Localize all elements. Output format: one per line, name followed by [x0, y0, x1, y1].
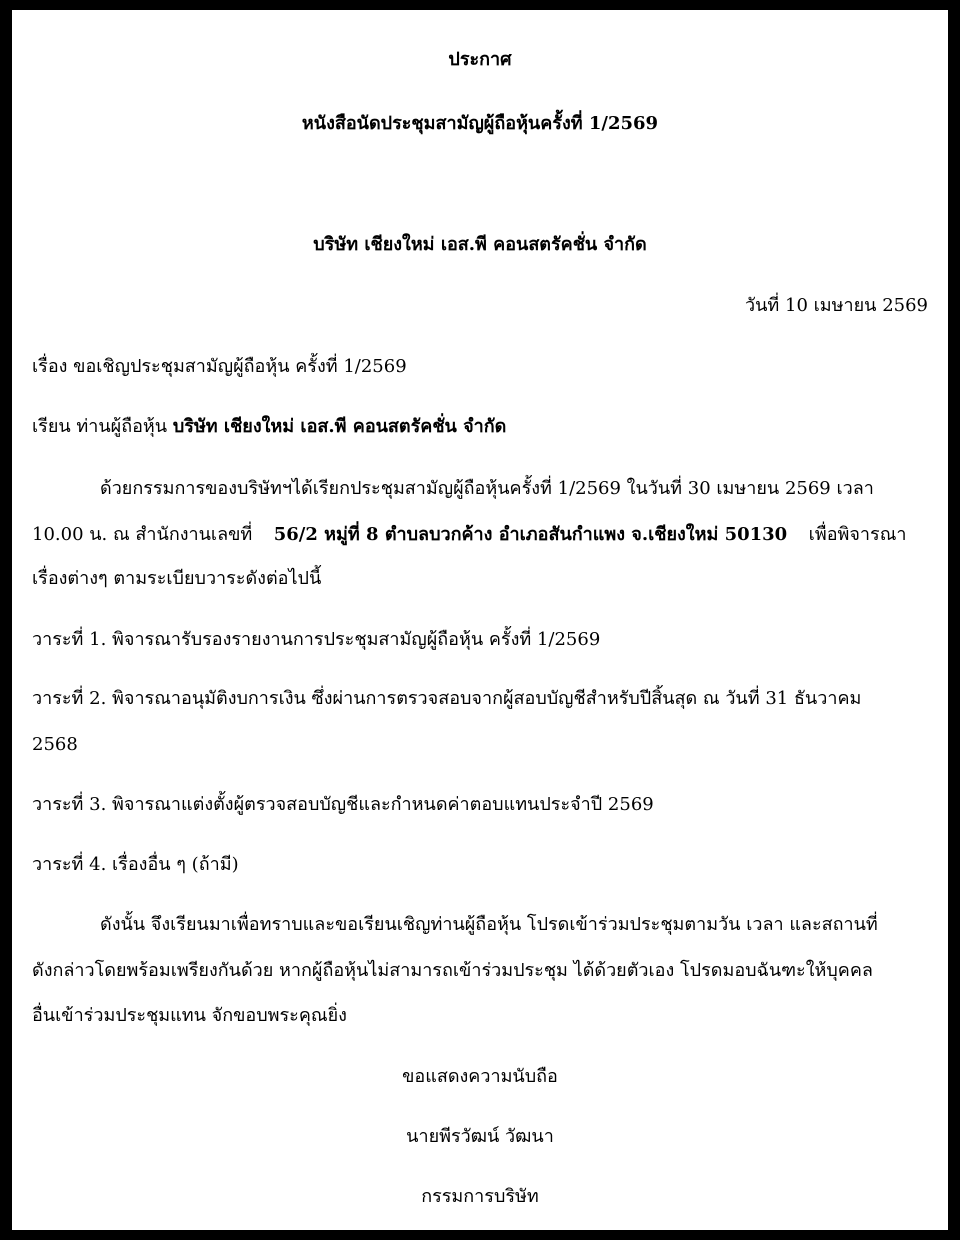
closing-line-3: อื่นเข้าร่วมประชุมแทน จักขอบพระคุณยิ่ง: [32, 1005, 347, 1026]
closing-line-1: ดังนั้น จึงเรียนมาเพื่อทราบและขอเรียนเชิญท่านผู้ถือหุ้น โปรดเข้าร่วมประชุมตามวัน เวลา และสถานที่: [100, 914, 878, 935]
document-date: วันที่ 10 เมษายน 2569: [745, 295, 928, 316]
intro-line-2: [32, 523, 928, 547]
addressee-line: [32, 415, 928, 439]
agenda-item-1: วาระที่ 1. พิจารณารับรองรายงานการประชุมสามัญผู้ถือหุ้น ครั้งที่ 1/2569: [32, 629, 601, 650]
document-page: [12, 10, 948, 1230]
agenda-item-2: วาระที่ 2. พิจารณาอนุมัติงบการเงิน ซึ่งผ่านการตรวจสอบจากผู้สอบบัญชีสำหรับปีสิ้นสุด ณ วันที่ 31 ธันวาคม: [32, 688, 862, 709]
intro-line-3: เรื่องต่างๆ ตามระเบียบวาระดังต่อไปนี้: [32, 568, 322, 589]
intro-venue-prefix: 10.00 น. ณ สำนักงานเลขที่: [32, 524, 253, 545]
intro-line-1: ด้วยกรรมการของบริษัทฯได้เรียกประชุมสามัญผู้ถือหุ้นครั้งที่ 1/2569 ในวันที่ 30 เมษายน 2569 เวลา: [100, 478, 874, 499]
addressee-company: บริษัท เชียงใหม่ เอส.พี คอนสตรัคชั่น จำกัด: [172, 416, 507, 437]
agenda-item-4: วาระที่ 4. เรื่องอื่น ๆ (ถ้ามี): [32, 854, 239, 875]
subject-line: เรื่อง ขอเชิญประชุมสามัญผู้ถือหุ้น ครั้งที่ 1/2569: [32, 356, 407, 377]
intro-purpose: เพื่อพิจารณา: [808, 524, 907, 545]
agenda-item-3: วาระที่ 3. พิจารณาแต่งตั้งผู้ตรวจสอบบัญชีและกำหนดค่าตอบแทนประจำปี 2569: [32, 794, 654, 815]
closing-regards: ขอแสดงความนับถือ: [402, 1066, 558, 1087]
addressee-prefix: เรียน ท่านผู้ถือหุ้น: [32, 416, 168, 437]
intro-address: 56/2 หมู่ที่ 8 ตำบลบวกค้าง อำเภอสันกำแพง จ.เชียงใหม่ 50130: [273, 524, 788, 545]
closing-line-2: ดังกล่าวโดยพร้อมเพรียงกันด้วย หากผู้ถือหุ้นไม่สามารถเข้าร่วมประชุม ได้ด้วยตัวเอง โปรดมอบฉันฑะให้บุคคล: [32, 960, 873, 981]
announcement-heading: ประกาศ: [448, 49, 512, 70]
company-name: บริษัท เชียงใหม่ เอส.พี คอนสตรัคชั่น จำกัด: [313, 234, 647, 255]
signer-position: กรรมการบริษัท: [421, 1186, 539, 1207]
document-title: หนังสือนัดประชุมสามัญผู้ถือหุ้นครั้งที่ 1/2569: [301, 113, 659, 134]
agenda-item-2-continued: 2568: [32, 734, 78, 755]
signer-name: นายพีรวัฒน์ วัฒนา: [406, 1126, 554, 1147]
